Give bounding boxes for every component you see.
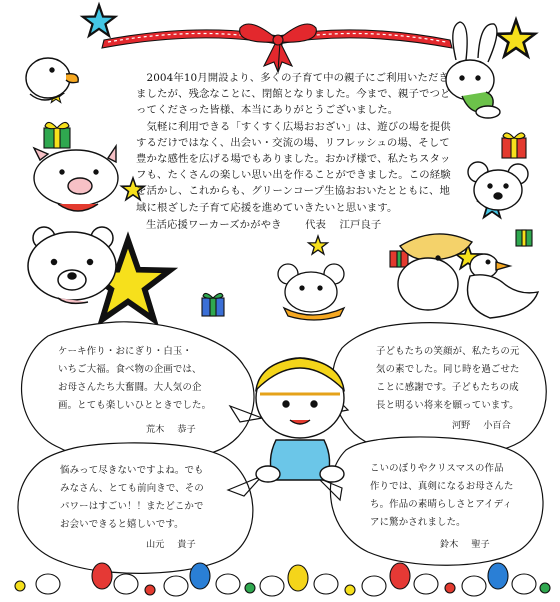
bubble-line: 画。とても楽しいひとときでした。 xyxy=(58,400,212,411)
mouse-icon xyxy=(278,264,344,320)
notice-paragraph-1: 2004年10月開設より、多くの子育て中の親子にご利用いただきましたが、残念なことに、閉館となりました。今まで、親子でつどってくださった皆様、本当にありがとうございました。 xyxy=(136,72,451,117)
bubble-author-top-right xyxy=(452,417,511,431)
author-family-name: 荒木 xyxy=(146,424,165,435)
bubble-line: 作りでは、真剣になるお母さんた xyxy=(370,481,514,492)
bubble-line: ケーキ作り・おにぎり・白玉・ xyxy=(58,346,193,357)
ribbon-bow-icon xyxy=(102,24,452,72)
author-family-name: 山元 xyxy=(146,539,165,550)
bubble-text-bottom-right xyxy=(370,460,540,532)
bear-icon xyxy=(28,227,116,303)
baby-icon xyxy=(256,358,344,482)
bubble-author-top-left xyxy=(146,421,196,435)
bubble-line: パワーはすごい！！またどこかで xyxy=(60,501,204,512)
bubble-line: 悩みって尽きないですよね。でも xyxy=(60,465,204,476)
author-given-name: 貴子 xyxy=(177,539,196,550)
bubble-line: ことに感謝です。子どもたちの成 xyxy=(376,382,519,393)
pelican-icon xyxy=(398,234,472,310)
signature xyxy=(136,217,458,233)
bubble-author-bottom-right xyxy=(440,536,490,550)
bubble-line: アに驚かされました。 xyxy=(370,517,466,528)
bubble-text-top-left xyxy=(58,343,238,415)
author-given-name: 聖子 xyxy=(471,539,490,550)
bubble-line: ち。作品の素晴らしさとアイディ xyxy=(370,499,513,510)
bubble-text-top-right xyxy=(376,343,546,415)
notice-paragraph-2: 気軽に利用できる「すくすく広場おおざい」は、遊びの場を提供するだけではなく、出会い・交流の場、リフレッシュの場、そして豊かな感性を広げる場でもありました。おかげ様で、私たちスタッフも、たくさんの楽しい思い出を作ることができました。この経験を活かし、これからも、グリーンコープ生協おおいたとともに、地域に根ざした子育て応援を進めていきたいと思います。 xyxy=(136,120,451,214)
signature-organization: 生活応援ワーカーズかがやき xyxy=(146,218,282,231)
bubble-line: お会いできると嬉しいです。 xyxy=(60,519,184,530)
author-given-name: 恭子 xyxy=(177,424,196,435)
bubble-line: こいのぼりやクリスマスの作品 xyxy=(370,463,504,474)
bubble-text-bottom-left xyxy=(60,462,238,534)
bubble-line: 気の素でした。同じ時を過ごせた xyxy=(376,364,520,375)
author-family-name: 河野 xyxy=(452,420,471,431)
signature-name: 江戸良子 xyxy=(339,218,382,231)
bubble-line: 長と明るい将来を願っています。 xyxy=(376,400,519,411)
author-family-name: 鈴木 xyxy=(440,539,459,550)
duck-icon xyxy=(26,58,78,100)
signature-title: 代表 xyxy=(305,218,327,231)
bubble-line: お母さんたち大奮闘。大人気の企 xyxy=(58,382,202,393)
bubble-author-bottom-left xyxy=(146,536,196,550)
author-given-name: 小百合 xyxy=(483,420,511,431)
bottom-border xyxy=(15,563,550,596)
closure-notice xyxy=(136,70,458,233)
bubble-line: みなさん、とても前向きで、その xyxy=(60,483,205,494)
pig-icon xyxy=(34,146,118,211)
duck-icon xyxy=(468,254,539,318)
mouse-icon xyxy=(468,162,528,210)
bubble-line: 子どもたちの笑顔が、私たちの元 xyxy=(376,346,520,357)
bubble-line: いちご大福。食べ物の企画では、 xyxy=(58,364,202,375)
